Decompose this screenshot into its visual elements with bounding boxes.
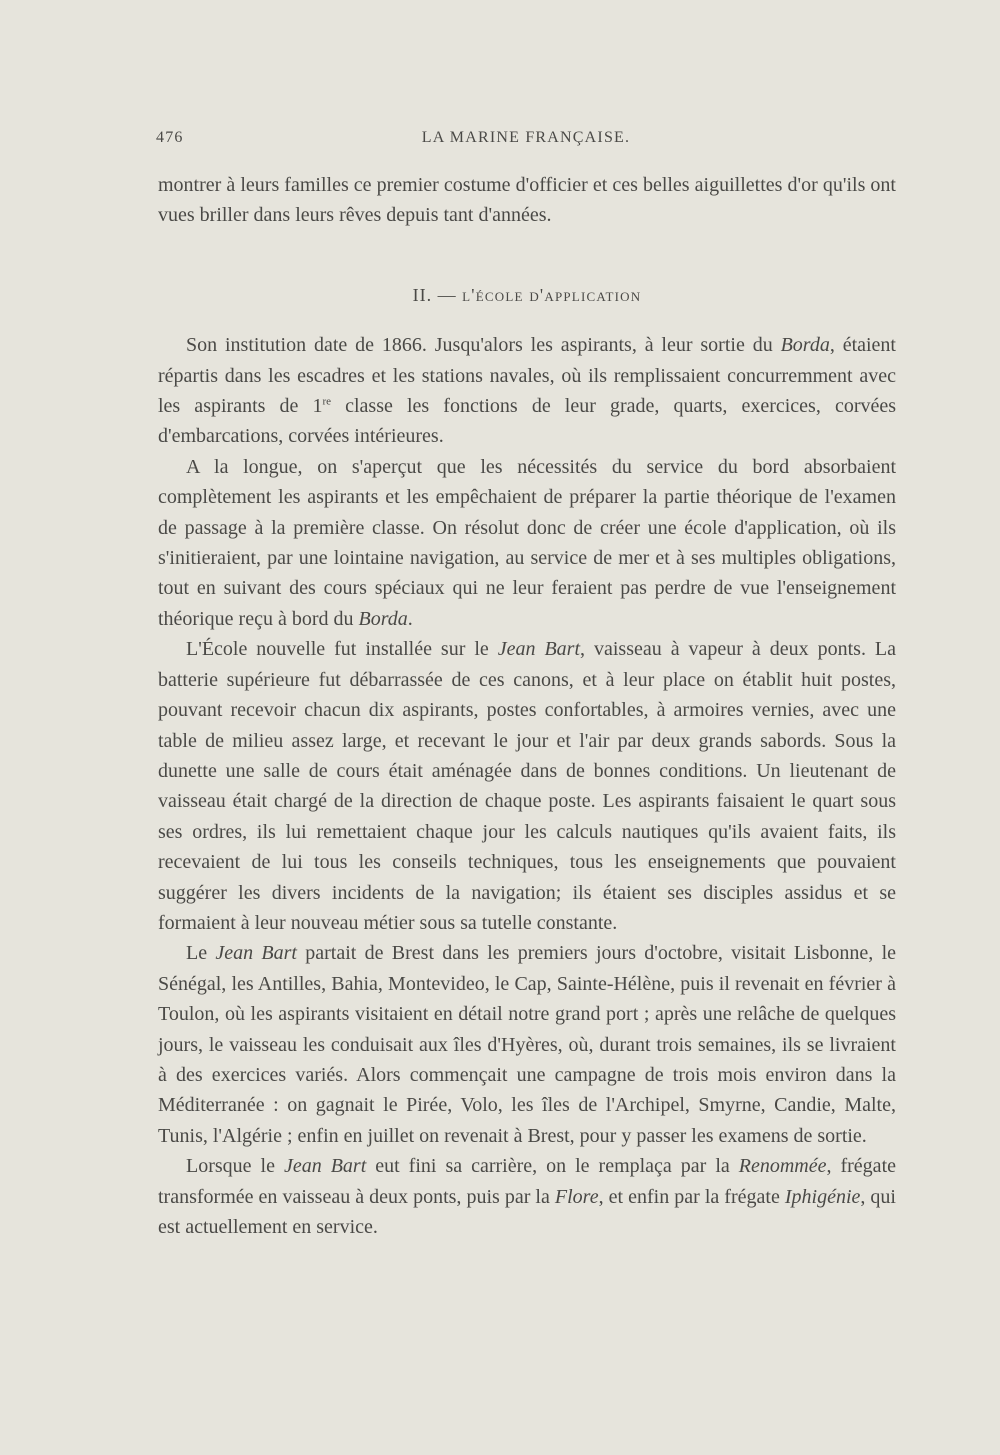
paragraph-4-text-a: Le bbox=[186, 942, 216, 965]
paragraph-5-text-e: , frégate transformée en vaisseau à deux ponts, puis par la bbox=[158, 1155, 896, 1208]
superscript-re: re bbox=[322, 395, 332, 408]
paragraph-1-text-d: classe les fonctions de leur grade, quarts, exercices, corvées d'embarcations, corvées intérieures. bbox=[158, 395, 897, 448]
paragraph-5 bbox=[158, 1151, 896, 1242]
ship-name-jean-bart: Jean Bart bbox=[215, 942, 297, 965]
ship-name-borda: Borda bbox=[358, 607, 408, 630]
ship-name-jean-bart: Jean Bart bbox=[497, 638, 581, 661]
paragraph-3 bbox=[158, 634, 896, 938]
paragraph-1-text-a: Son institution date de 1866. Jusqu'alors les aspirants, à leur sortie du bbox=[186, 334, 781, 357]
paragraph-1 bbox=[158, 330, 896, 452]
ship-name-renommee: Renommée bbox=[738, 1155, 827, 1178]
paragraph-5-text-i: , qui est actuellement en service. bbox=[158, 1185, 896, 1238]
paragraph-5-text-g: , et enfin par la frégate bbox=[598, 1185, 785, 1208]
section-dash: — bbox=[437, 284, 457, 305]
paragraph-2-text-c: . bbox=[407, 607, 413, 630]
page-number: 476 bbox=[156, 129, 184, 146]
paragraph-3-text-c: , vaisseau à vapeur à deux ponts. La batterie supérieure fut débarrassée de ces canons, et à leur place on établit huit postes, pouvant recevoir chacun dix aspirants, postes confortables, à armoires vernies, avec une table de milieu assez large, et recevant le jour et l'air par deux grands sabords. Sous la dunette une salle de cours était aménagée dans de bonnes conditions. Un lieutenant de vaisseau était chargé de la direction de chaque poste. Les aspirants faisaient le quart sous ses ordres, ils lui remettaient chaque jour les calculs nautiques qu'ils avaient faits, ils recevaient de lui tous les conseils techniques, tous les enseignements que pouvaient suggérer les divers incidents de la navigation; ils étaient ses disciples assidus et se formaient à leur nouveau métier sous sa tutelle constante. bbox=[158, 638, 897, 934]
section-numeral: II. bbox=[412, 284, 433, 305]
paragraph-2-text-a: A la longue, on s'aperçut que les nécessités du service du bord absorbaient complètement les aspirants et les empêchaient de préparer la partie théorique de l'examen de passage à la première classe. On résolut donc de créer une école d'application, où ils s'initieraient, par une lointaine navigation, au service de mer et à ses multiples obligations, tout en suivant des cours spéciaux qui ne leur feraient pas perdre de vue l'enseignement théorique reçu à bord du bbox=[158, 455, 896, 630]
ship-name-flore: Flore bbox=[554, 1185, 599, 1208]
body-text bbox=[158, 170, 896, 1242]
ship-name-jean-bart: Jean Bart bbox=[283, 1155, 367, 1178]
running-head bbox=[156, 129, 896, 153]
section-heading bbox=[158, 280, 896, 310]
paragraph-4-text-c: partait de Brest dans les premiers jours d'octobre, visitait Lisbonne, le Sénégal, les Antilles, Bahia, Montevideo, le Cap, Sainte-Hélène, puis il revenait en février à Toulon, où les aspirants visitaient en détail notre grand port ; après une relâche de quelques jours, le vaisseau les conduisait aux îles d'Hyères, où, durant trois semaines, ils se livraient à des exercices variés. Alors commençait une campagne de trois mois environ dans la Méditerranée : on gagnait le Pirée, Volo, les îles de l'Archipel, Smyrne, Candie, Malte, Tunis, l'Algérie ; enfin en juillet on revenait à Brest, pour y passer les examens de sortie. bbox=[158, 942, 897, 1147]
paragraph-5-text-c: eut fini sa carrière, on le remplaça par la bbox=[366, 1155, 739, 1178]
running-title: LA MARINE FRANÇAISE. bbox=[421, 129, 631, 146]
ship-name-iphigenie: Iphigénie bbox=[784, 1185, 861, 1208]
paragraph-1-text-c: , étaient répartis dans les escadres et les stations navales, où ils remplissaient concurremment avec les aspirants de 1 bbox=[158, 334, 896, 418]
paragraph-2 bbox=[158, 452, 896, 634]
paragraph-3-text-a: L'École nouvelle fut installée sur le bbox=[186, 638, 498, 661]
continuation-paragraph: montrer à leurs familles ce premier costume d'officier et ces belles aiguillettes d'or qu'ils ont vues briller dans leurs rêves depuis tant d'années. bbox=[158, 174, 896, 227]
ship-name-borda: Borda bbox=[780, 334, 830, 357]
section-title: l'école d'application bbox=[462, 284, 642, 305]
paragraph-4 bbox=[158, 938, 896, 1151]
paragraph-5-text-a: Lorsque le bbox=[186, 1155, 284, 1178]
